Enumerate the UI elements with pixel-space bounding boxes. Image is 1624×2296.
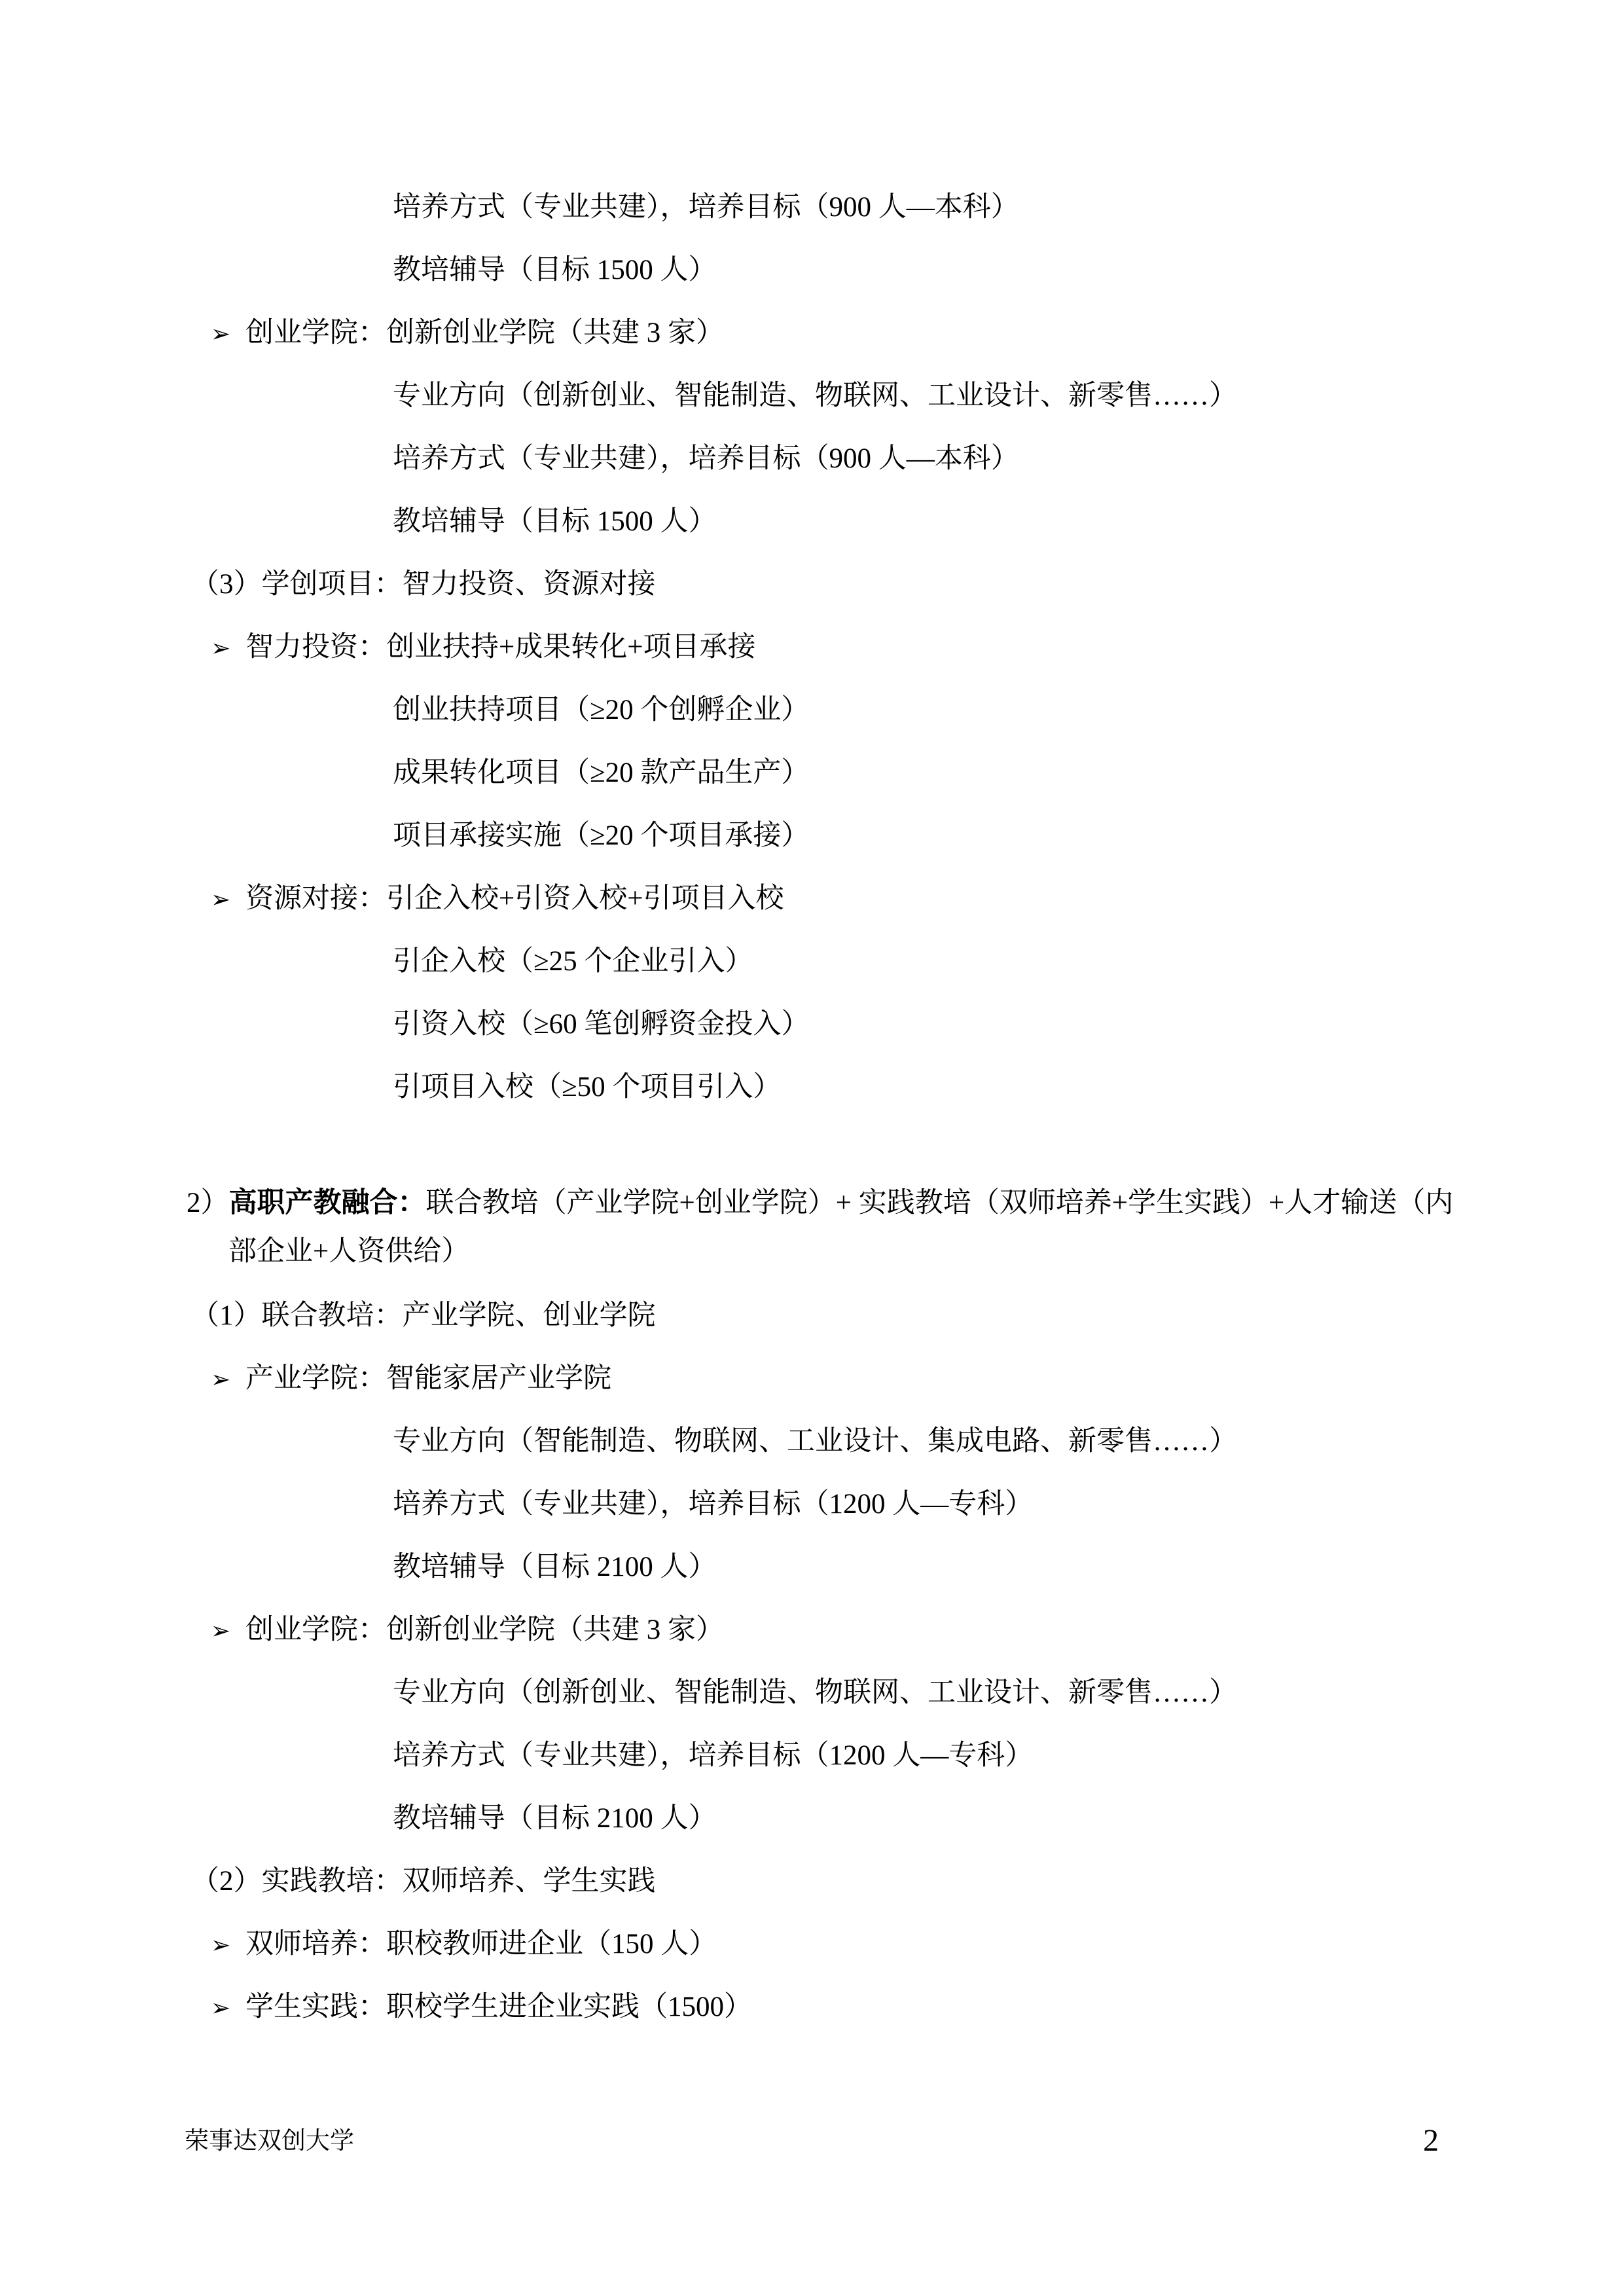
arrow-bullet-icon: ➢ [211,1932,231,1959]
doc-line-detail: 教培辅导（目标 1500 人） [393,506,717,537]
doc-line-detail: 引资入校（≥60 笔创孵资金投入） [393,1009,810,1040]
bullet-text: 产业学院：智能家居产业学院 [245,1363,611,1394]
doc-line-detail: 教培辅导（目标 2100 人） [393,1803,717,1834]
doc-line-bullet [211,302,1624,365]
doc-line-bullet [211,616,1624,679]
bullet-text: 资源对接：引企入校+引资入校+引项目入校 [245,883,784,914]
doc-line-bullet [211,1913,1624,1976]
doc-line-detail: 成果转化项目（≥20 款产品生产） [393,757,810,788]
doc-line-bullet [211,1976,1624,2039]
bullet-text: 智力投资：创业扶持+成果转化+项目承接 [245,632,756,663]
doc-line-detail: 培养方式（专业共建），培养目标（900 人—本科） [393,192,1019,223]
doc-line-heading-cont: 部企业+人资供给） [228,1236,470,1267]
arrow-bullet-icon: ➢ [211,1618,231,1645]
doc-line-detail: 培养方式（专业共建），培养目标（1200 人—专科） [393,1740,1034,1771]
doc-line-bullet [211,1599,1624,1662]
footer-doc-title: 荣事达双创大学 [185,2128,354,2155]
heading-rest-text: 联合教培（产业学院+创业学院）+ 实践教培（双师培养+学生实践）+人才输送（内 [425,1188,1454,1218]
arrow-bullet-icon: ➢ [211,1366,231,1393]
doc-line-detail: 培养方式（专业共建），培养目标（1200 人—专科） [393,1489,1034,1520]
doc-line-detail: 教培辅导（目标 2100 人） [393,1552,717,1582]
doc-line-detail: 培养方式（专业共建），培养目标（900 人—本科） [393,443,1019,474]
arrow-bullet-icon: ➢ [211,635,231,662]
doc-line-heading [187,1179,1624,1228]
doc-line-detail: 引项目入校（≥50 个项目引入） [393,1072,782,1102]
arrow-bullet-icon: ➢ [211,886,231,913]
bullet-text: 学生实践：职校学生进企业实践（1500） [245,1992,752,2022]
bullet-text: 创业学院：创新创业学院（共建 3 家） [245,318,724,348]
doc-line-detail: 教培辅导（目标 1500 人） [393,255,717,285]
footer-page-number: 2 [1423,2123,1439,2158]
doc-line-detail: 引企入校（≥25 个企业引入） [393,946,753,977]
document-body [0,176,1624,2039]
doc-line-detail: 专业方向（创新创业、智能制造、物联网、工业设计、新零售……） [393,1677,1237,1708]
doc-line-bullet [211,1347,1624,1410]
arrow-bullet-icon: ➢ [211,321,231,348]
doc-line-detail: 专业方向（创新创业、智能制造、物联网、工业设计、新零售……） [393,380,1237,411]
arrow-bullet-icon: ➢ [211,1995,231,2022]
bullet-text: 创业学院：创新创业学院（共建 3 家） [245,1614,724,1645]
heading-number: 2） [187,1188,229,1218]
doc-line-numbered: （3）学创项目：智力投资、资源对接 [191,569,656,600]
doc-line-detail: 创业扶持项目（≥20 个创孵企业） [393,695,810,725]
doc-line-detail: 项目承接实施（≥20 个项目承接） [393,820,810,851]
doc-line-bullet [211,867,1624,930]
heading-bold-label: 高职产教融合： [228,1188,426,1218]
doc-line-numbered: （1）联合教培：产业学院、创业学院 [191,1300,656,1331]
bullet-text: 双师培养：职校教师进企业（150 人） [245,1929,717,1959]
doc-line-numbered: （2）实践教培：双师培养、学生实践 [191,1866,656,1897]
doc-line-detail: 专业方向（智能制造、物联网、工业设计、集成电路、新零售……） [393,1426,1237,1457]
